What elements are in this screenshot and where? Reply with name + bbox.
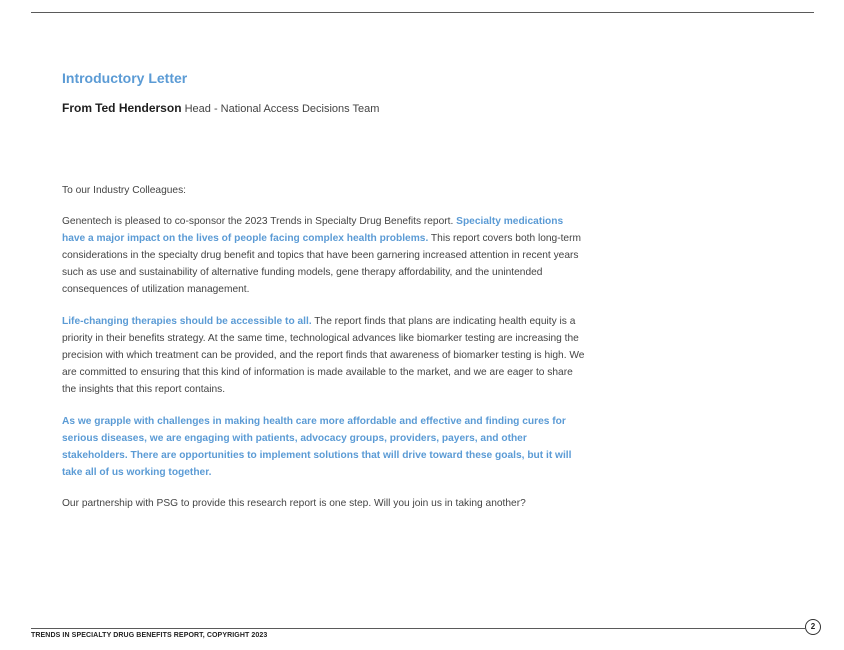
- from-label: From: [62, 101, 92, 115]
- paragraph-1-intro: Genentech is pleased to co-sponsor the 2023 Trends in Specialty Drug Benefits report.: [62, 216, 457, 227]
- page-title: Introductory Letter: [62, 70, 188, 86]
- letter-paragraph-4: Our partnership with PSG to provide this research report is one step. Will you join us in taking another?: [62, 498, 526, 509]
- letter-paragraph-3: [62, 413, 587, 481]
- page-number-badge: 2: [805, 619, 821, 635]
- paragraph-1-rest: This report covers both long-term considerations in the specialty drug benefit and topics that have been garnering increased attention in recent years such as use and sustainability of alternative funding models, gene therapy affordability, and the unintended consequences of utilization management.: [62, 233, 581, 295]
- author-name: Ted Henderson: [95, 101, 182, 115]
- letter-paragraph-2: [62, 313, 587, 398]
- bottom-divider: [31, 628, 805, 629]
- paragraph-3-highlight: As we grapple with challenges in making health care more affordable and effective and finding cures for serious diseases, we are engaging with patients, advocacy groups, providers, payers, and other stakeholders. There are opportunities to implement solutions that will drive toward these goals, but it will take all of us working together.: [62, 416, 572, 478]
- paragraph-2-rest: The report finds that plans are indicating health equity is a priority in their benefits strategy. At the same time, technological advances like biomarker testing are increasing the precision with which treatment can be provided, and the report finds that awareness of biomarker testing is high. We are committed to ensuring that this kind of information is made available to the market, and we are eager to share the insights that this report contains.: [62, 316, 585, 395]
- paragraph-2-highlight: Life-changing therapies should be accessible to all.: [62, 316, 312, 327]
- footer-copyright: TRENDS IN SPECIALTY DRUG BENEFITS REPORT, COPYRIGHT 2023: [31, 632, 268, 639]
- author-role: Head - National Access Decisions Team: [184, 103, 380, 115]
- letter-paragraph-1: [62, 213, 587, 298]
- paragraph-1-highlight: Specialty medications have a major impact on the lives of people facing complex health problems.: [62, 216, 564, 244]
- letter-greeting: To our Industry Colleagues:: [62, 185, 187, 196]
- from-line: [62, 101, 379, 115]
- top-divider: [31, 12, 814, 13]
